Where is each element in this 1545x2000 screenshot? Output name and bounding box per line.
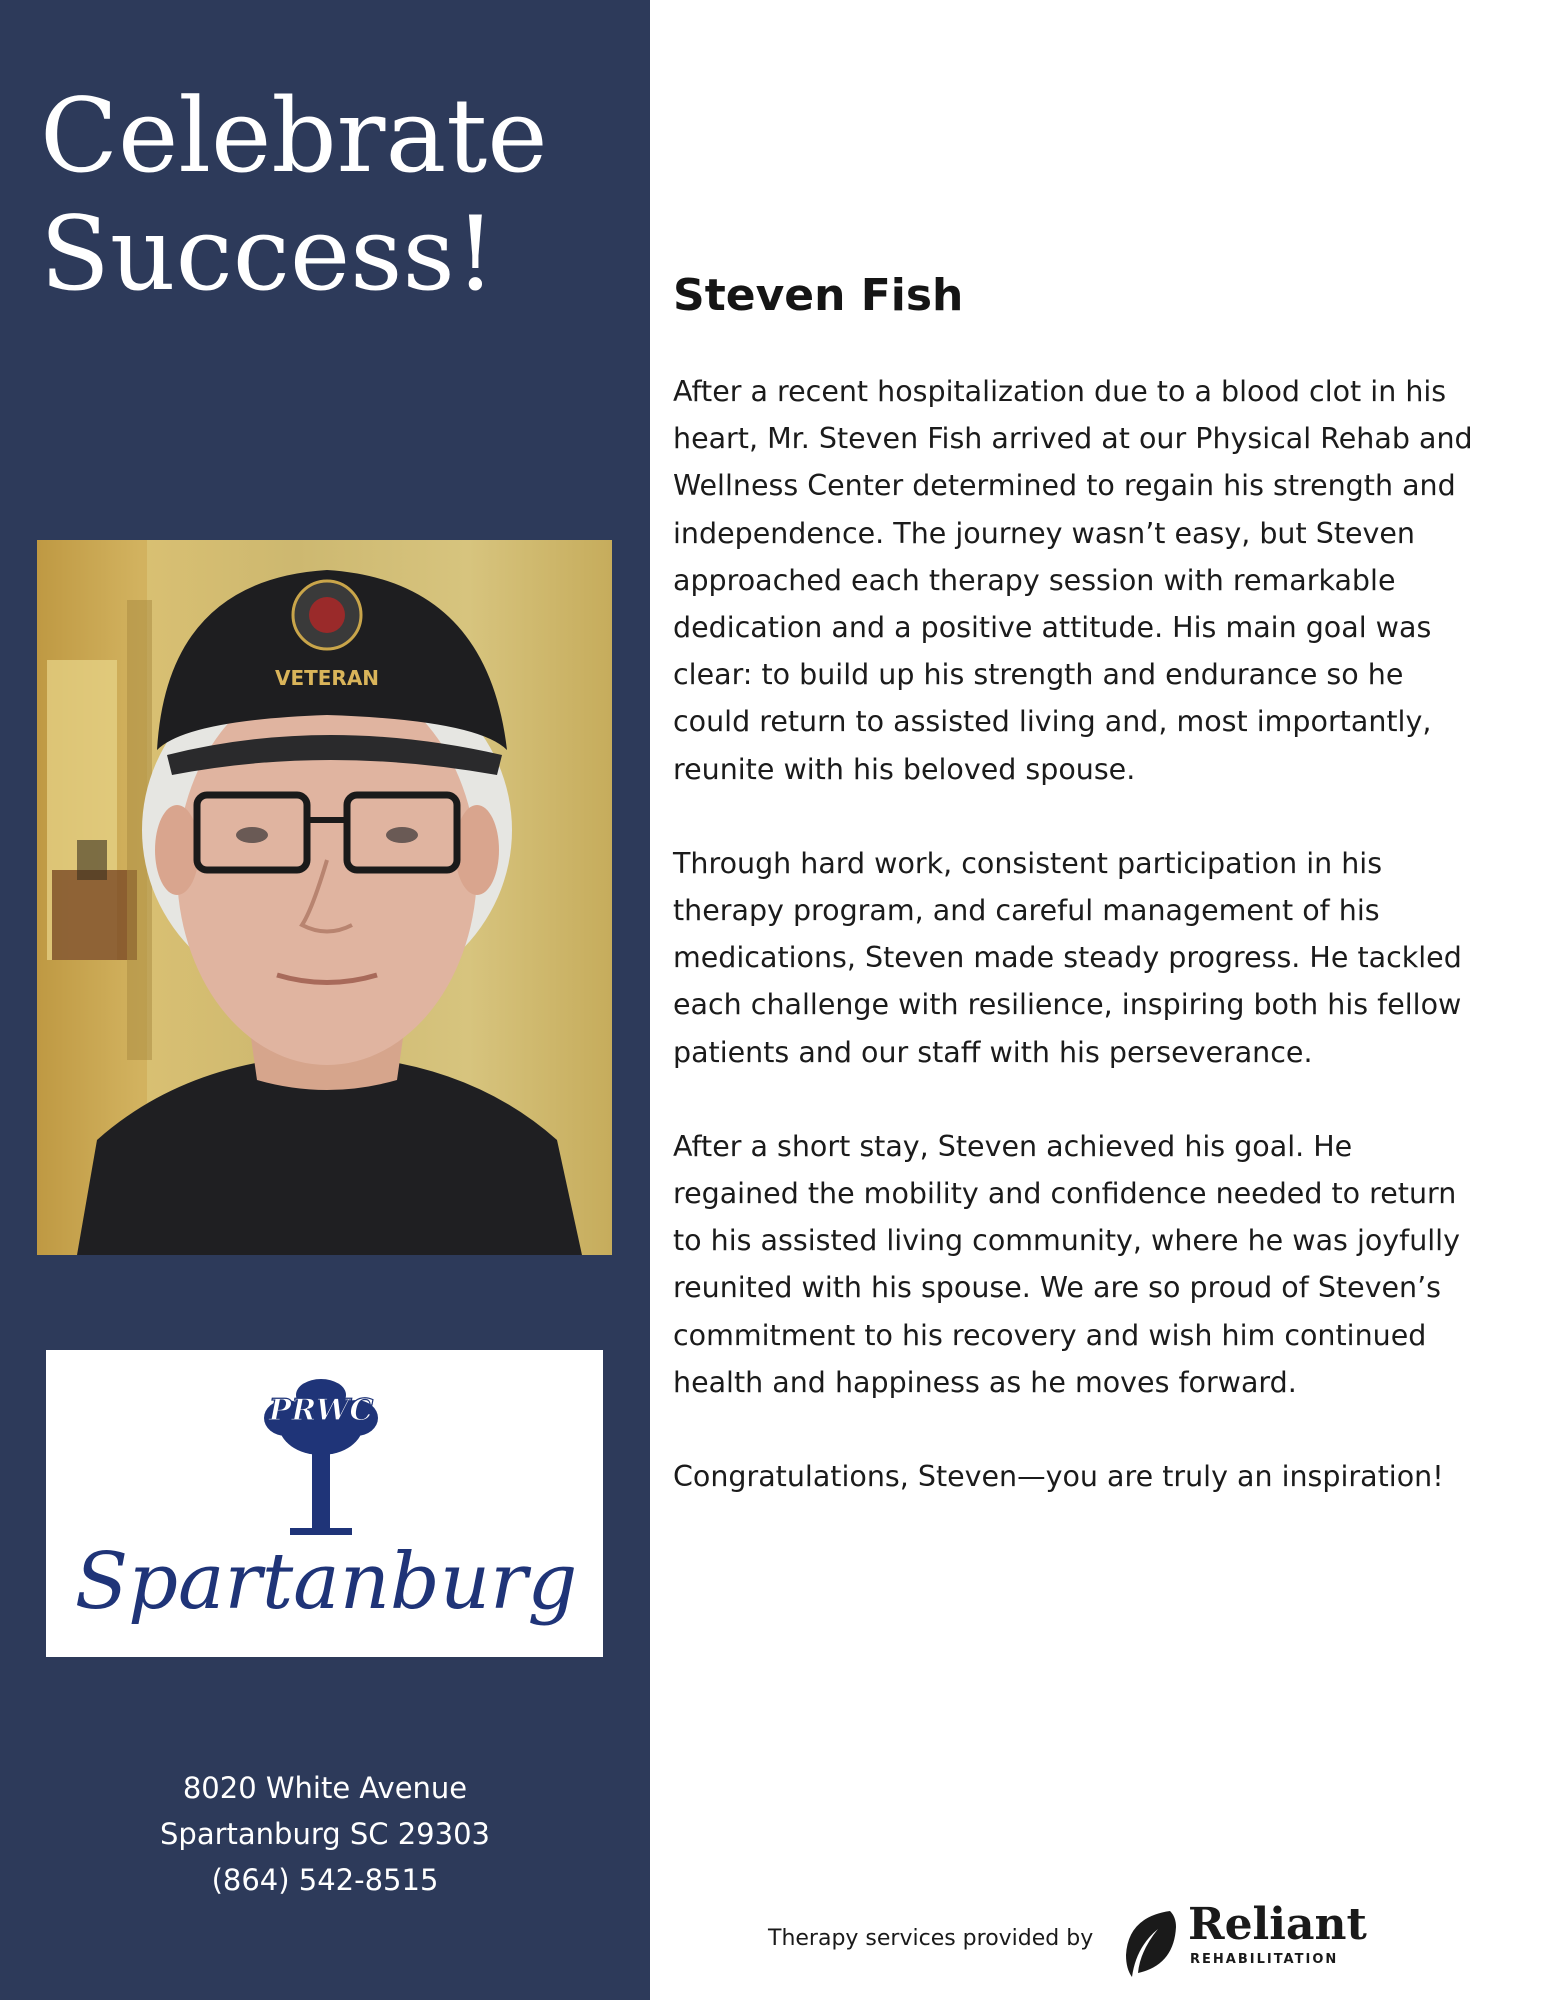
story-content (673, 268, 1473, 1547)
logo-wordmark: Spartanburg (74, 1537, 578, 1627)
logo-initials: PRWC (268, 1393, 374, 1428)
footer-credit (768, 1900, 1368, 1980)
prwc-spartanburg-logo (46, 1350, 603, 1657)
leaf-icon (1118, 1907, 1180, 1979)
sidebar (0, 0, 650, 2000)
phone-number: (864) 542-8515 (211, 1863, 439, 1897)
provided-by-text: Therapy services provided by (768, 1926, 1094, 1951)
facility-address (0, 1765, 650, 1903)
address-line-2: Spartanburg SC 29303 (160, 1817, 490, 1851)
patient-photo (37, 540, 612, 1255)
story-paragraph-3: After a short stay, Steven achieved his goal. He regained the mobility and confidence needed to return to his assisted living community, where he was joyfully reunited with his spouse. We are so proud of Steven’s commitment to his recovery and wish him continued health and happiness as he moves forward. (673, 1129, 1460, 1399)
patient-name: Steven Fish (673, 270, 964, 321)
story-paragraph-4: Congratulations, Steven—you are truly an inspiration! (673, 1460, 1444, 1494)
page-title (40, 78, 640, 314)
title-line-2: Success! (40, 195, 496, 314)
address-line-1: 8020 White Avenue (182, 1771, 468, 1805)
title-line-1: Celebrate (40, 77, 548, 196)
reliant-brand: Reliant (1188, 1899, 1367, 1950)
reliant-subtitle: REHABILITATION (1190, 1952, 1339, 1967)
story-paragraph-2: Through hard work, consistent participation in his therapy program, and careful management of his medications, Steven made steady progress. He tackled each challenge with resilience, inspiring both his fellow patients and our staff with his perseverance. (673, 846, 1462, 1069)
story-paragraph-1: After a recent hospitalization due to a blood clot in his heart, Mr. Steven Fish arrived at our Physical Rehab and Wellness Center determined to regain his strength and independence. The journey wasn’t easy, but Steven approached each therapy session with remarkable dedication and a positive attitude. His main goal was clear: to build up his strength and endurance so he could return to assisted living and, most importantly, reunite with his beloved spouse. (673, 375, 1473, 786)
cap-veteran-text: VETERAN (274, 666, 380, 690)
